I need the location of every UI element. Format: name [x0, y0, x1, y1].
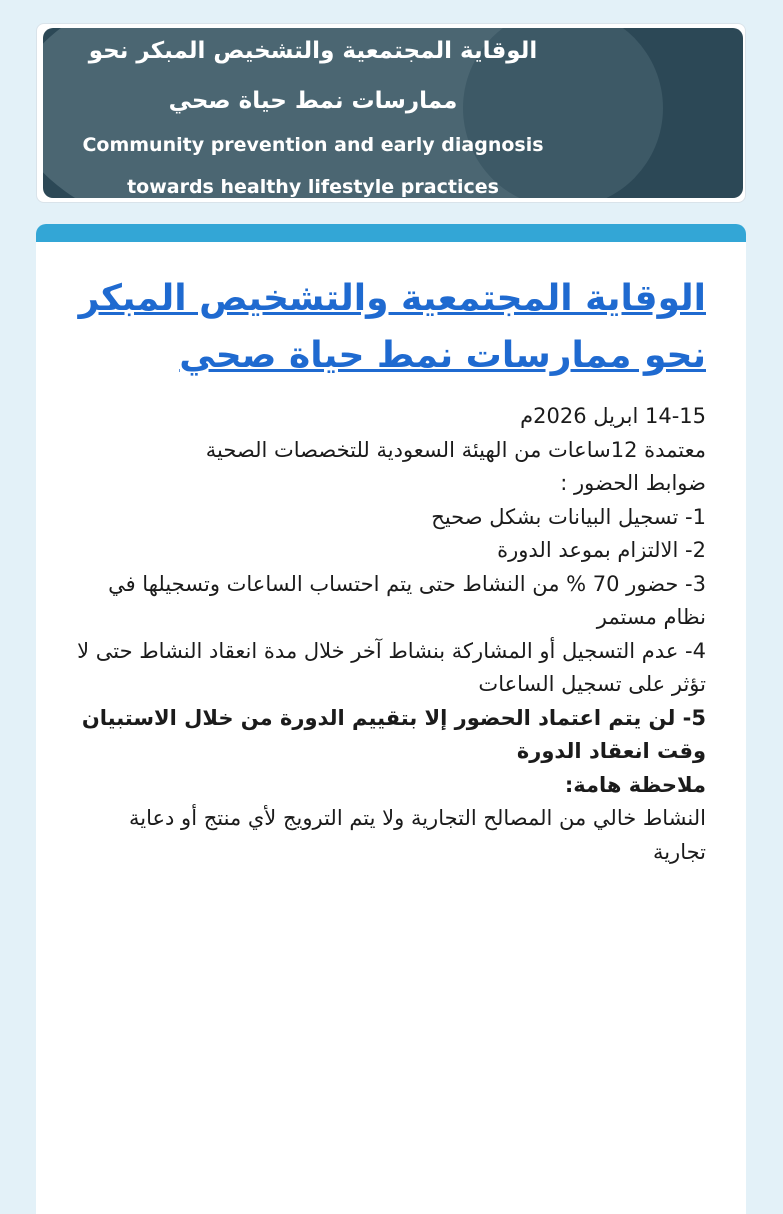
important-note-heading: ملاحظة هامة: [564, 772, 706, 797]
rule-item-2: 2- الالتزام بموعد الدورة [497, 538, 706, 562]
article-content [76, 270, 706, 869]
important-note-text: النشاط خالي من المصالح التجارية ولا يتم الترويج لأي منتج أو دعاية تجارية [129, 806, 706, 864]
banner-arabic-line-1: الوقاية المجتمعية والتشخيص المبكر نحو [88, 38, 538, 64]
article-title-link[interactable]: الوقاية المجتمعية والتشخيص المبكر نحو ممارسات نمط حياة صحي [78, 278, 706, 376]
banner-frame [36, 23, 746, 203]
banner-text [43, 28, 583, 198]
banner-english-line-2: towards healthy lifestyle practices [127, 176, 499, 198]
article-card [36, 224, 746, 1214]
banner-english-line-1: Community prevention and early diagnosis [82, 134, 544, 156]
rule-item-4: 4- عدم التسجيل أو المشاركة بنشاط آخر خلال مدة انعقاد النشاط حتى لا تؤثر على تسجيل الساعات [77, 638, 706, 696]
card-top-bar [36, 224, 746, 242]
accreditation-text: معتمدة 12ساعات من الهيئة السعودية للتخصصات الصحية [205, 437, 706, 462]
rule-item-1: 1- تسجيل البيانات بشكل صحيح [431, 504, 706, 529]
rule-item-5: 5- لن يتم اعتماد الحضور إلا بتقييم الدورة من خلال الاستبيان وقت انعقاد الدورة [81, 705, 706, 763]
event-date: 14-15 ابريل 2026م [520, 404, 706, 428]
rule-item-3: 3- حضور 70 % من النشاط حتى يتم احتساب الساعات وتسجيلها في نظام مستمر [108, 571, 706, 629]
banner-arabic-line-2: ممارسات نمط حياة صحي [168, 88, 458, 114]
attendance-rules-heading: ضوابط الحضور : [560, 471, 706, 495]
event-banner-image [43, 28, 743, 198]
